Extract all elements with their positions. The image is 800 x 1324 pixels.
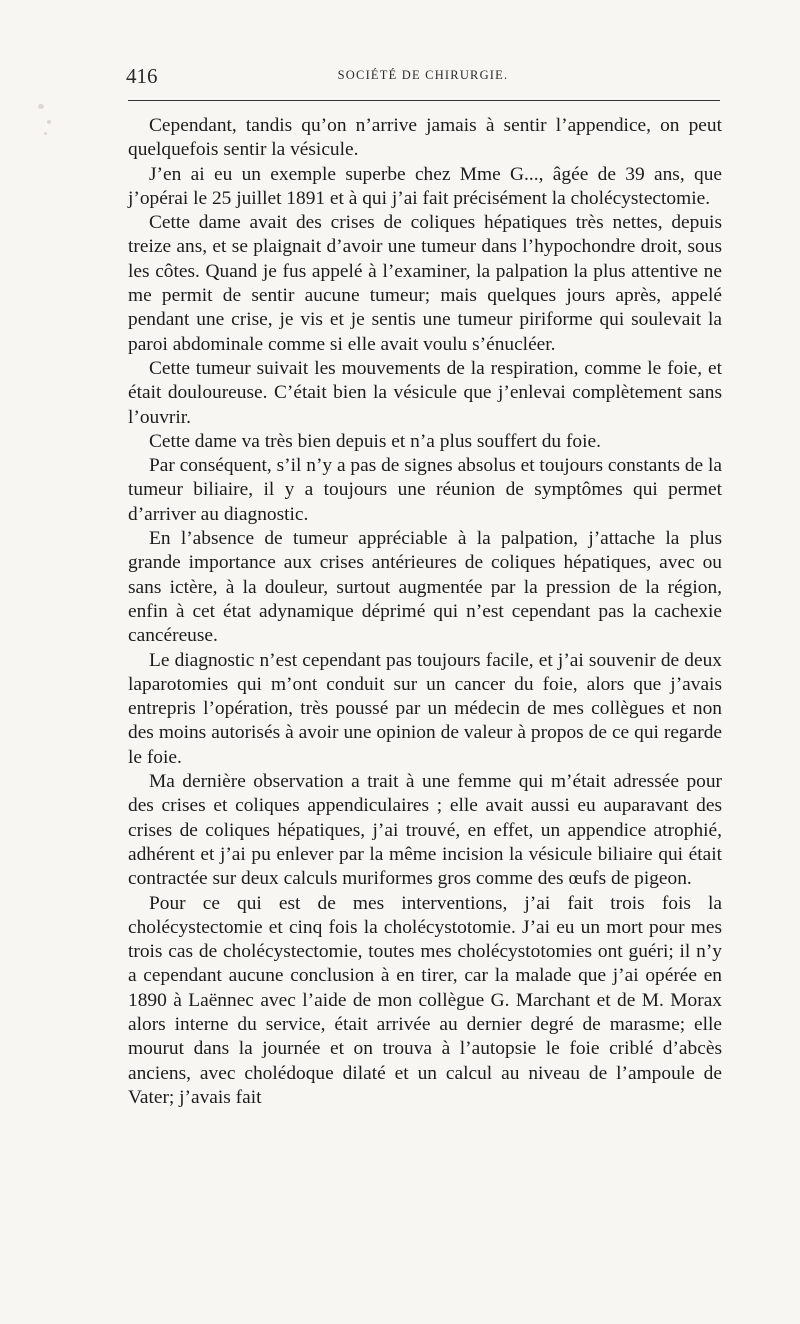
paragraph: Cette dame avait des crises de coliques hépatiques très nettes, depuis treize ans, et se plaignait d’avoir une tumeur dans l’hypochondre droit, sous les côtes. Quand je fus appelé à l’examiner, la palpation la plus attentive ne me permit de sentir aucune tumeur; mais quelques jours après, appelé pendant une crise, je vis et je sentis une tumeur piriforme qui soulevait la paroi abdominale comme si elle avait voulu s’énucléer. <box>128 212 722 355</box>
paragraph: Par conséquent, s’il n’y a pas de signes absolus et toujours constants de la tumeur biliaire, il y a toujours une réunion de symptômes qui permet d’arriver au diagnostic. <box>128 455 722 525</box>
paragraph: Pour ce qui est de mes interventions, j’ai fait trois fois la cholécystectomie et cinq fois la cholécystotomie. J’ai eu un mort pour mes trois cas de cholécystectomie, toutes mes cholécystotomies ont guéri; il n’y a cependant aucune conclusion à en tirer, car la malade que j’ai opérée en 1890 à Laënnec avec l’aide de mon collègue G. Marchant et de M. Morax alors interne du service, était arrivée au dernier degré de marasme; elle mourut dans la journée et on trouva à l’autopsie le foie criblé d’abcès anciens, avec cholédoque dilaté et un calcul au niveau de l’ampoule de Vater; j’avais fait <box>128 892 722 1108</box>
page-number: 416 <box>126 64 158 88</box>
header-rule <box>128 100 720 101</box>
paragraph: Cependant, tandis qu’on n’arrive jamais à sentir l’appendice, on peut quelquefois sentir la vésicule. <box>128 115 722 161</box>
running-title: SOCIÉTÉ DE CHIRURGIE. <box>337 68 509 82</box>
paragraph: J’en ai eu un exemple superbe chez Mme G..., âgée de 39 ans, que j’opérai le 25 juillet 1891 et à qui j’ai fait précisément la cholécystectomie. <box>128 163 722 209</box>
paper-speck <box>47 120 51 124</box>
page-header <box>126 64 720 90</box>
paragraph: Ma dernière observation a trait à une femme qui m’était adressée pour des crises et coliques appendiculaires ; elle avait aussi eu auparavant des crises de coliques hépatiques, j’ai trouvé, en effet, un appendice atrophié, adhérent et j’ai pu enlever par la même incision la vésicule biliaire qui était contractée sur deux calculs muriformes gros comme des œufs de pigeon. <box>128 771 722 890</box>
paragraph: Cette dame va très bien depuis et n’a plus souffert du foie. <box>149 430 601 452</box>
body-text <box>128 114 722 1110</box>
paragraph: Le diagnostic n’est cependant pas toujours facile, et j’ai souvenir de deux laparotomies qui m’ont conduit sur un cancer du foie, alors que j’avais entrepris l’opération, très poussé par un médecin de mes collègues et non des moins autorisés à avoir une opinion de valeur à propos de ce qui regarde le foie. <box>128 649 722 768</box>
paper-speck <box>38 104 44 109</box>
paragraph: Cette tumeur suivait les mouvements de la respiration, comme le foie, et était douloureuse. C’était bien la vésicule que j’enlevai complètement sans l’ouvrir. <box>128 357 722 428</box>
paper-speck <box>44 132 47 135</box>
paragraph: En l’absence de tumeur appréciable à la palpation, j’attache la plus grande importance aux crises antérieures de coliques hépatiques, avec ou sans ictère, à la douleur, surtout augmentée par la pression de la région, enfin à cet état adynamique déprimé qui n’est cependant pas la cachexie cancéreuse. <box>128 528 722 647</box>
